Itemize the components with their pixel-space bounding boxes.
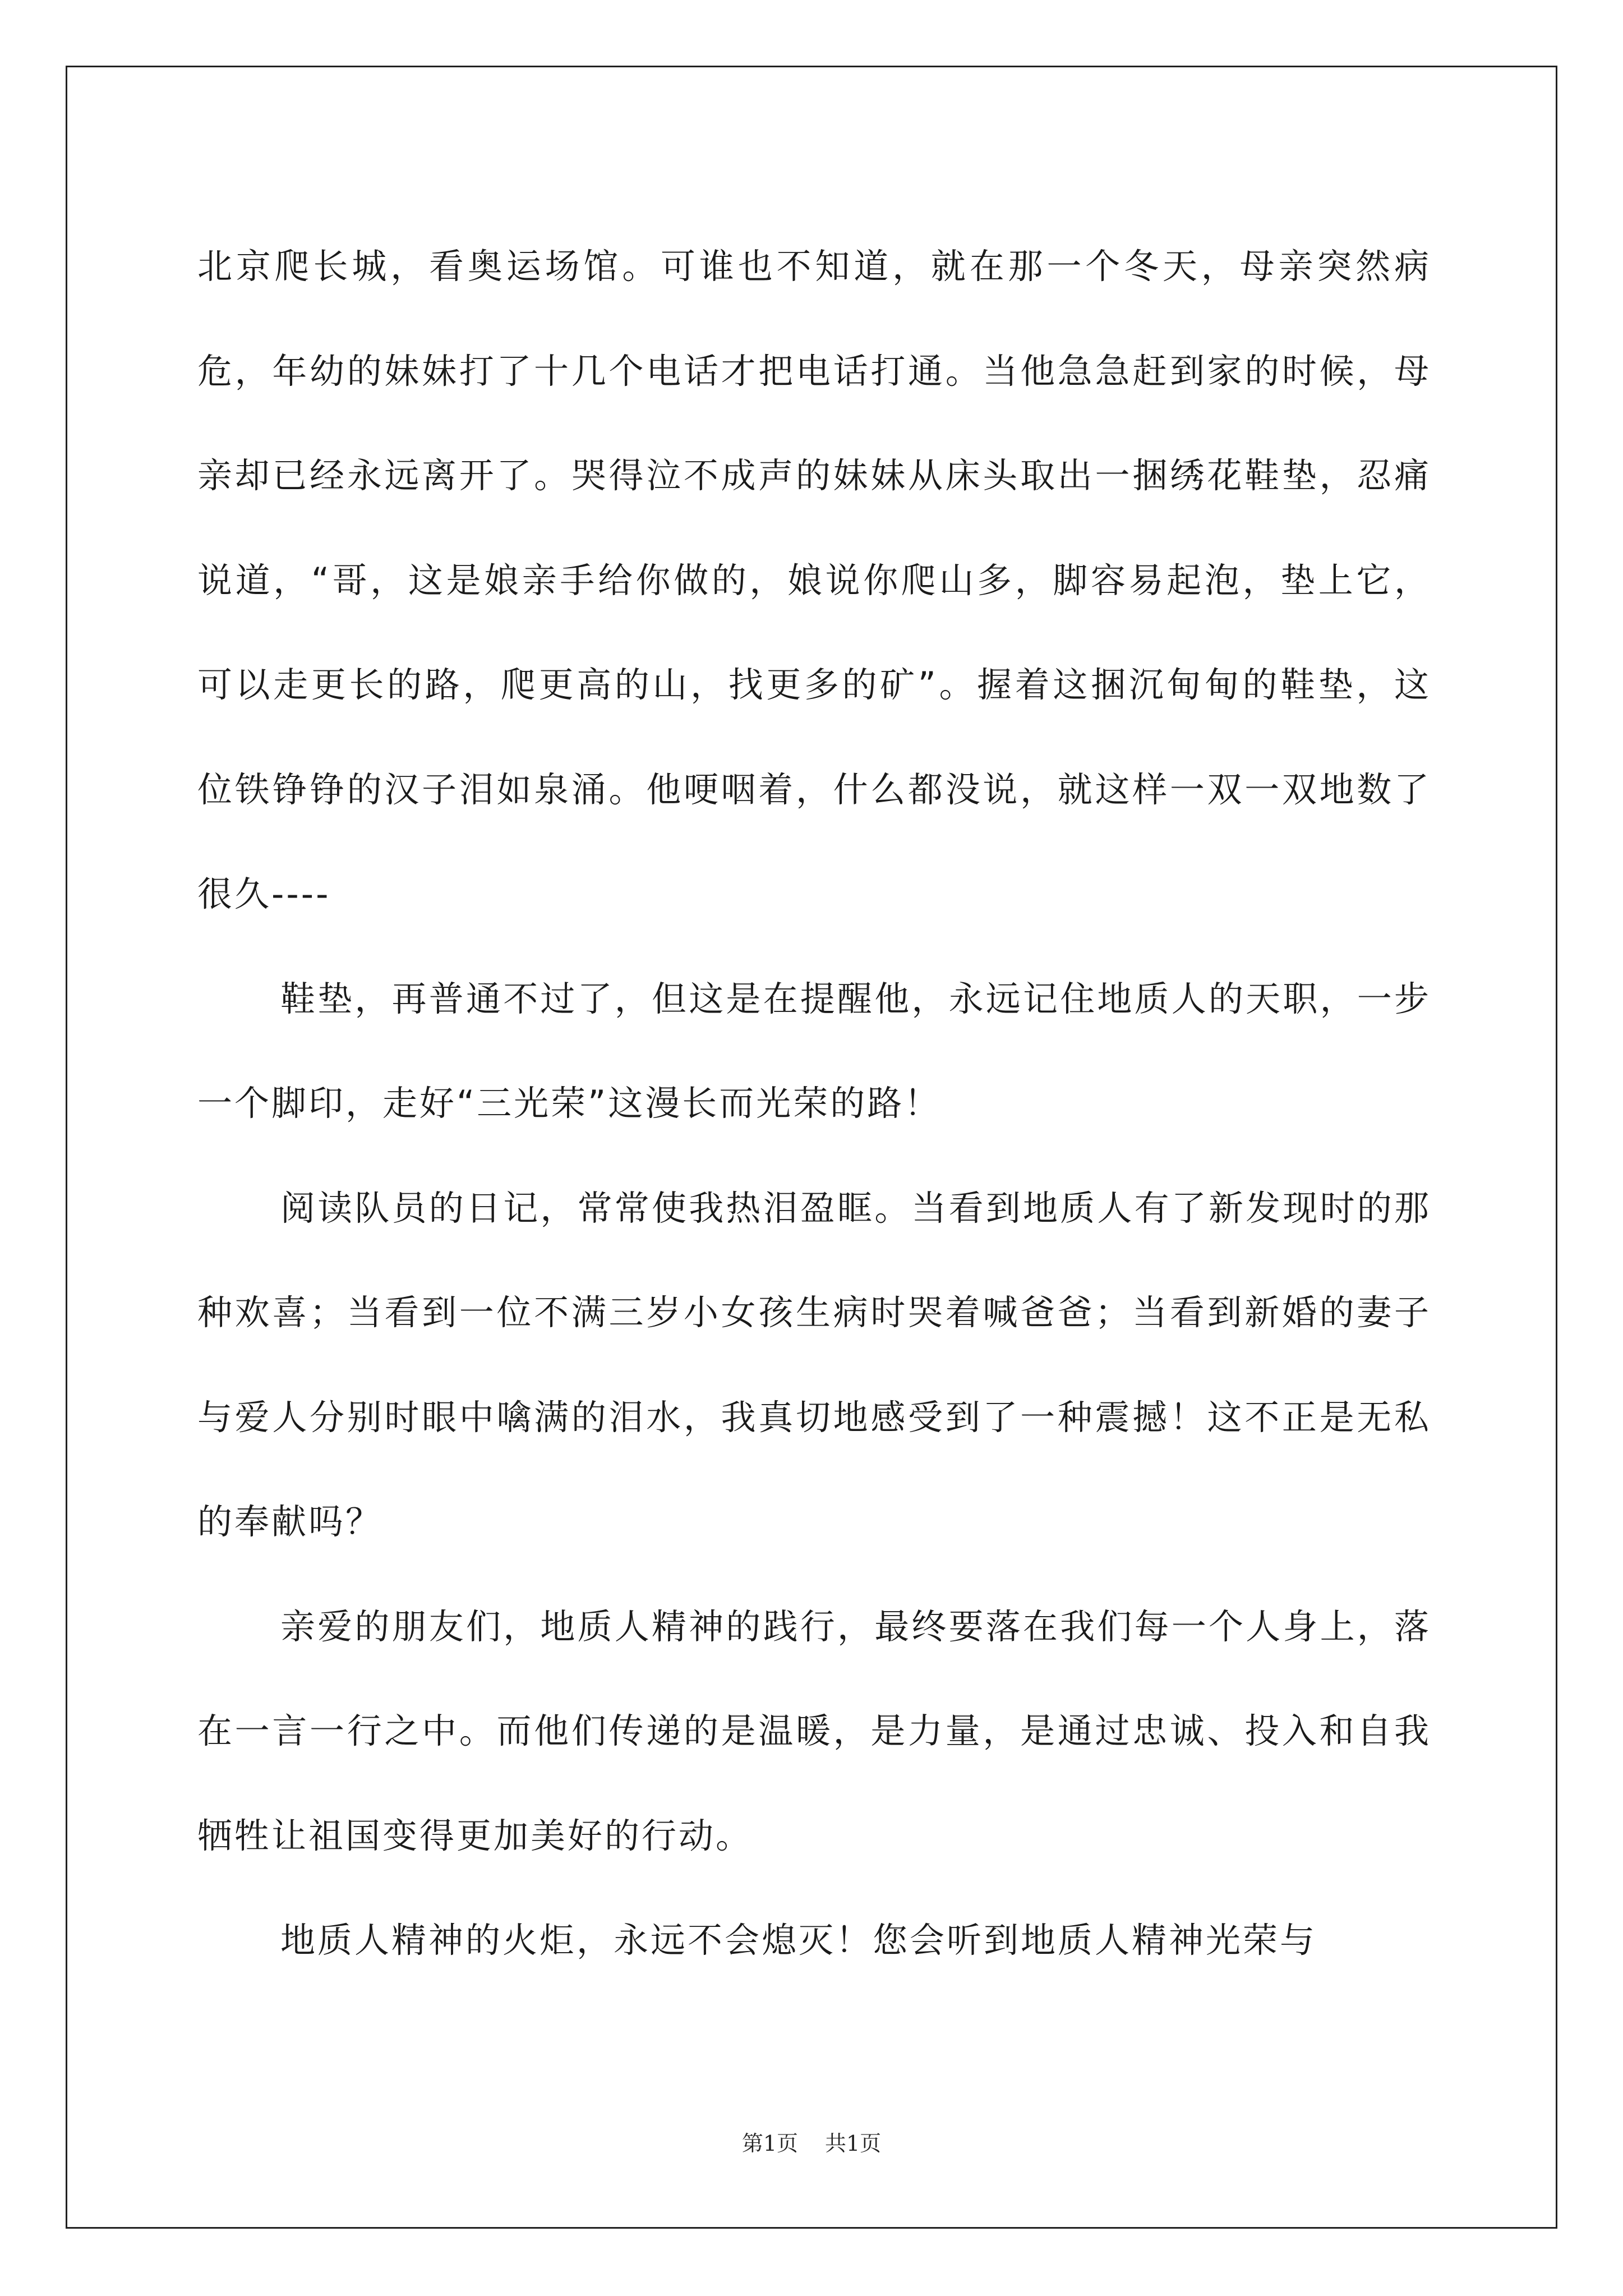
paragraph-2: 鞋垫，再普通不过了，但这是在提醒他，永远记住地质人的天职，一步一个脚印，走好“三光荣”这漫长而光荣的路！ [197,978,1431,1124]
paragraph-4: 亲爱的朋友们，地质人精神的践行，最终要落在我们每一个人身上，落在一言一行之中。而他们传递的是温暖，是力量，是通过忠诚、投入和自我牺牲让祖国变得更加美好的行动。 [197,1605,1431,1856]
paragraph-5: 地质人精神的火炬，永远不会熄灭！您会听到地质人精神光荣与 [280,1920,1317,1961]
page-number-current: 第1页 [741,2131,798,2156]
page-footer [0,2126,1623,2157]
paragraph-1: 北京爬长城，看奥运场馆。可谁也不知道，就在那一个冬天，母亲突然病危，年幼的妹妹打了十几个电话才把电话打通。当他急急赶到家的时候，母亲却已经永远离开了。哭得泣不成声的妹妹从床头取出一捆绣花鞋垫，忍痛说道，“哥，这是娘亲手给你做的，娘说你爬山多，脚容易起泡，垫上它，可以走更长的路，爬更高的山，找更多的矿”。握着这捆沉甸甸的鞋垫，这位铁铮铮的汉子泪如泉涌。他哽咽着，什么都没说，就这样一双一双地数了很久---- [197,246,1431,914]
document-body [197,214,1431,1993]
page-number-total: 共1页 [825,2131,882,2156]
paragraph-3: 阅读队员的日记，常常使我热泪盈眶。当看到地质人有了新发现时的那种欢喜；当看到一位不满三岁小女孩生病时哭着喊爸爸；当看到新婚的妻子与爱人分别时眼中噙满的泪水，我真切地感受到了一种震撼！这不正是无私的奉献吗？ [197,1187,1431,1542]
